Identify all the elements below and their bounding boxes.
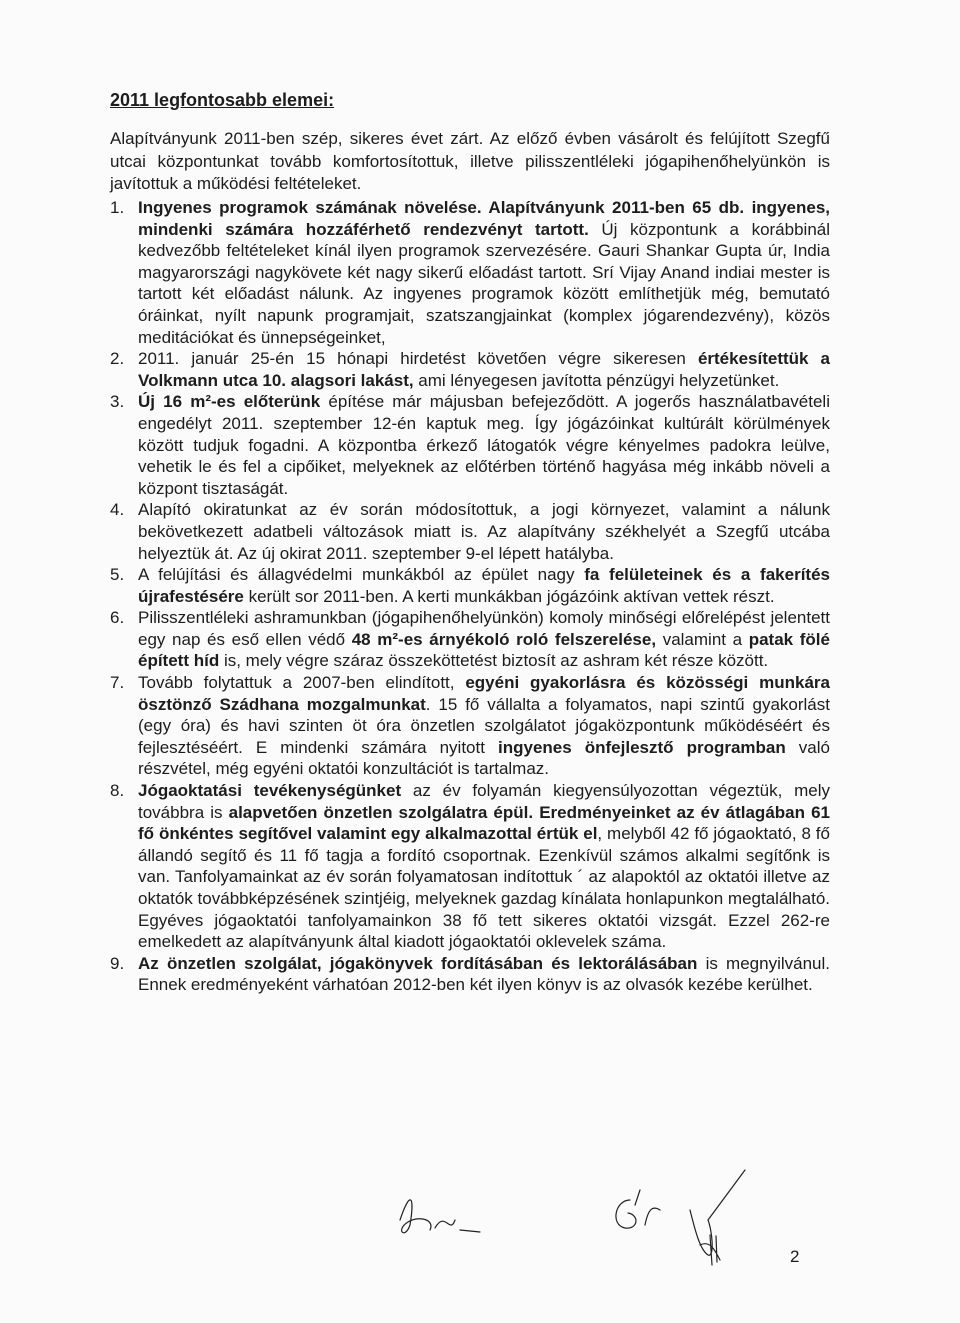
body-text: az év folyamán kiegyensúlyozottan végeztük, mely továbbra is	[138, 781, 830, 822]
list-item-number: 1.	[110, 198, 125, 217]
list-item	[110, 564, 830, 607]
emphasized-text: ingyenes önfejlesztő programban	[498, 737, 786, 757]
body-text: , melyből 42 fő jógaoktató, 8 fő állandó segítő és 11 fő tagja a fordító csoportnak. Ezenkívül számos alkalmi segítőnk is van. Tanfolyamainkat az év során folyamatosan indítottuk ´ az alapoktól az oktatói illetve az oktatók továbbképzésének szintjéig, melyeknek gazdag kínálata honlapunkon megtalálható. Egyéves jógaoktatói tanfolyamainkon 38 fő tett sikeres oktatói vizsgát. Ezzel 262-re emelkedett az alapítványunk által kiadott jógaoktatói oklevelek száma.	[138, 824, 830, 952]
emphasized-text: értékesítettük a Volkmann utca 10. alagsori lakást,	[138, 349, 830, 390]
emphasized-text: Új 16 m²-es előterünk	[138, 392, 321, 412]
body-text: is megnyilvánul. Ennek eredményeként várhatóan 2012-ben két ilyen könyv is az olvasók kezébe kerülhet.	[138, 953, 830, 995]
list-item-number: 4.	[110, 500, 125, 520]
body-text: . 15 fő vállalta a folyamatos, napi szintű gyakorlást (egy óra) és havi szinten öt óra önzetlen szolgálatot jógaközpontunk működéséért és fejlesztéséért. E mindenki számára nyitott	[138, 694, 830, 757]
body-text: való részvétel, még egyéni oktatói konzultációt is tartalmaz.	[138, 737, 830, 779]
list-item	[110, 197, 830, 348]
body-text: 2011. január 25-én 15 hónapi hirdetést követően végre sikeresen	[138, 349, 698, 369]
list-item	[110, 780, 830, 953]
list-item	[110, 348, 830, 391]
emphasized-text: 48 m²-es árnyékoló roló felszerelése,	[351, 629, 657, 649]
list-item-number: 3.	[110, 392, 125, 412]
list-item-number: 6.	[110, 608, 125, 628]
achievements-list	[110, 197, 830, 996]
handwritten-signatures	[390, 1150, 770, 1280]
list-item	[110, 391, 830, 499]
list-item-number: 8.	[110, 781, 125, 801]
list-item-number: 5.	[110, 565, 125, 585]
body-text: ami lényegesen javította pénzügyi helyzetünket.	[413, 370, 780, 390]
signature-1	[400, 1200, 480, 1233]
list-item-number: 7.	[110, 673, 125, 693]
body-text: építése már májusban befejeződött. A jogerős használatbavételi engedélyt 2011. szeptember 12-én kaptuk meg. Így jógázóinkat kultúrált körülmények között tudjuk fogadni. A központba érkező látogatók végre kényelmes padokra leülve, vehetik le és fel a cipőiket, melyeknek az előtérben történő hagyása még inkább növeli a központ tisztaságát.	[138, 392, 830, 498]
signature-3	[690, 1170, 745, 1265]
list-item	[110, 607, 830, 672]
emphasized-text: alapvetően önzetlen szolgálatra épül. Eredményeinket az év átlagában 61 fő önkéntes segítővel valamint egy alkalmazottal értük el	[138, 802, 830, 844]
body-text: Új központunk a korábbinál kedvezőbb feltételeket kínál ilyen programok szervezésére. Gauri Shankar Gupta úr, India magyarországi nagykövete két nagy sikerű előadást tartott. Srí Vijay Anand indiai mester is tartott két előadást nálunk. Az ingyenes programok között említhetjük még, bemutató óráinkat, nyílt napunk programjait, szatszangjainkat (komplex jógarendezvény), közös meditációkat és ünnepségeinket,	[138, 219, 831, 347]
emphasized-text: egyéni gyakorlásra és közösségi munkára ösztönző Szádhana mozgalmunkat	[138, 673, 830, 714]
emphasized-text: Jógaoktatási tevékenységünket	[138, 781, 402, 801]
list-item-number: 2.	[110, 349, 125, 369]
emphasized-text: Ingyenes programok számának növelése. Alapítványunk 2011-ben 65 db. ingyenes, mindenki számára hozzáférhető rendezvényt tartott.	[138, 198, 830, 239]
body-text: került sor 2011-ben. A kerti munkákban jógázóink aktívan vettek részt.	[243, 586, 775, 606]
page-number: 2	[790, 1247, 800, 1266]
list-item	[110, 953, 830, 996]
list-item-number: 9.	[110, 953, 125, 973]
list-item	[110, 672, 830, 780]
body-text: Alapító okiratunkat az év során módosítottuk, a jogi környezet, valamint a nálunk bekövetkezett adatbeli változások miatt is. Az alapítvány székhelyét a Szegfű utcába helyeztük át. Az új okirat 2011. szeptember 9-el lépett hatályba.	[138, 500, 830, 563]
body-text: Tovább folytattuk a 2007-ben elindított,	[138, 673, 466, 693]
emphasized-text: fa felületeinek és a fakerítés újrafestésére	[138, 565, 830, 606]
list-item	[110, 499, 830, 564]
signature-2	[616, 1190, 660, 1228]
page-heading: 2011 legfontosabb elemei:	[110, 90, 335, 110]
body-text: Pilisszentléleki ashramunkban (jógapihenőhelyünkön) komoly minőségi előrelépést jelentett egy nap és eső ellen védő	[138, 608, 830, 649]
body-text: valamint a	[656, 629, 749, 649]
intro-paragraph: Alapítványunk 2011-ben szép, sikeres évet zárt. Az előző évben vásárolt és felújított Szegfű utcai központunkat tovább komfortosítottuk, illetve pilisszentléleki jógapihenőhelyünkön is javítottuk a működési feltételeket.	[110, 129, 830, 193]
body-text: is, mely végre száraz összeköttetést biztosít az ashram két része között.	[219, 651, 769, 671]
emphasized-text: patak fölé épített híd	[138, 629, 830, 671]
body-text: A felújítási és állagvédelmi munkákból az épület nagy	[138, 565, 585, 585]
emphasized-text: Az önzetlen szolgálat, jógakönyvek fordításában és lektorálásában	[138, 953, 698, 973]
